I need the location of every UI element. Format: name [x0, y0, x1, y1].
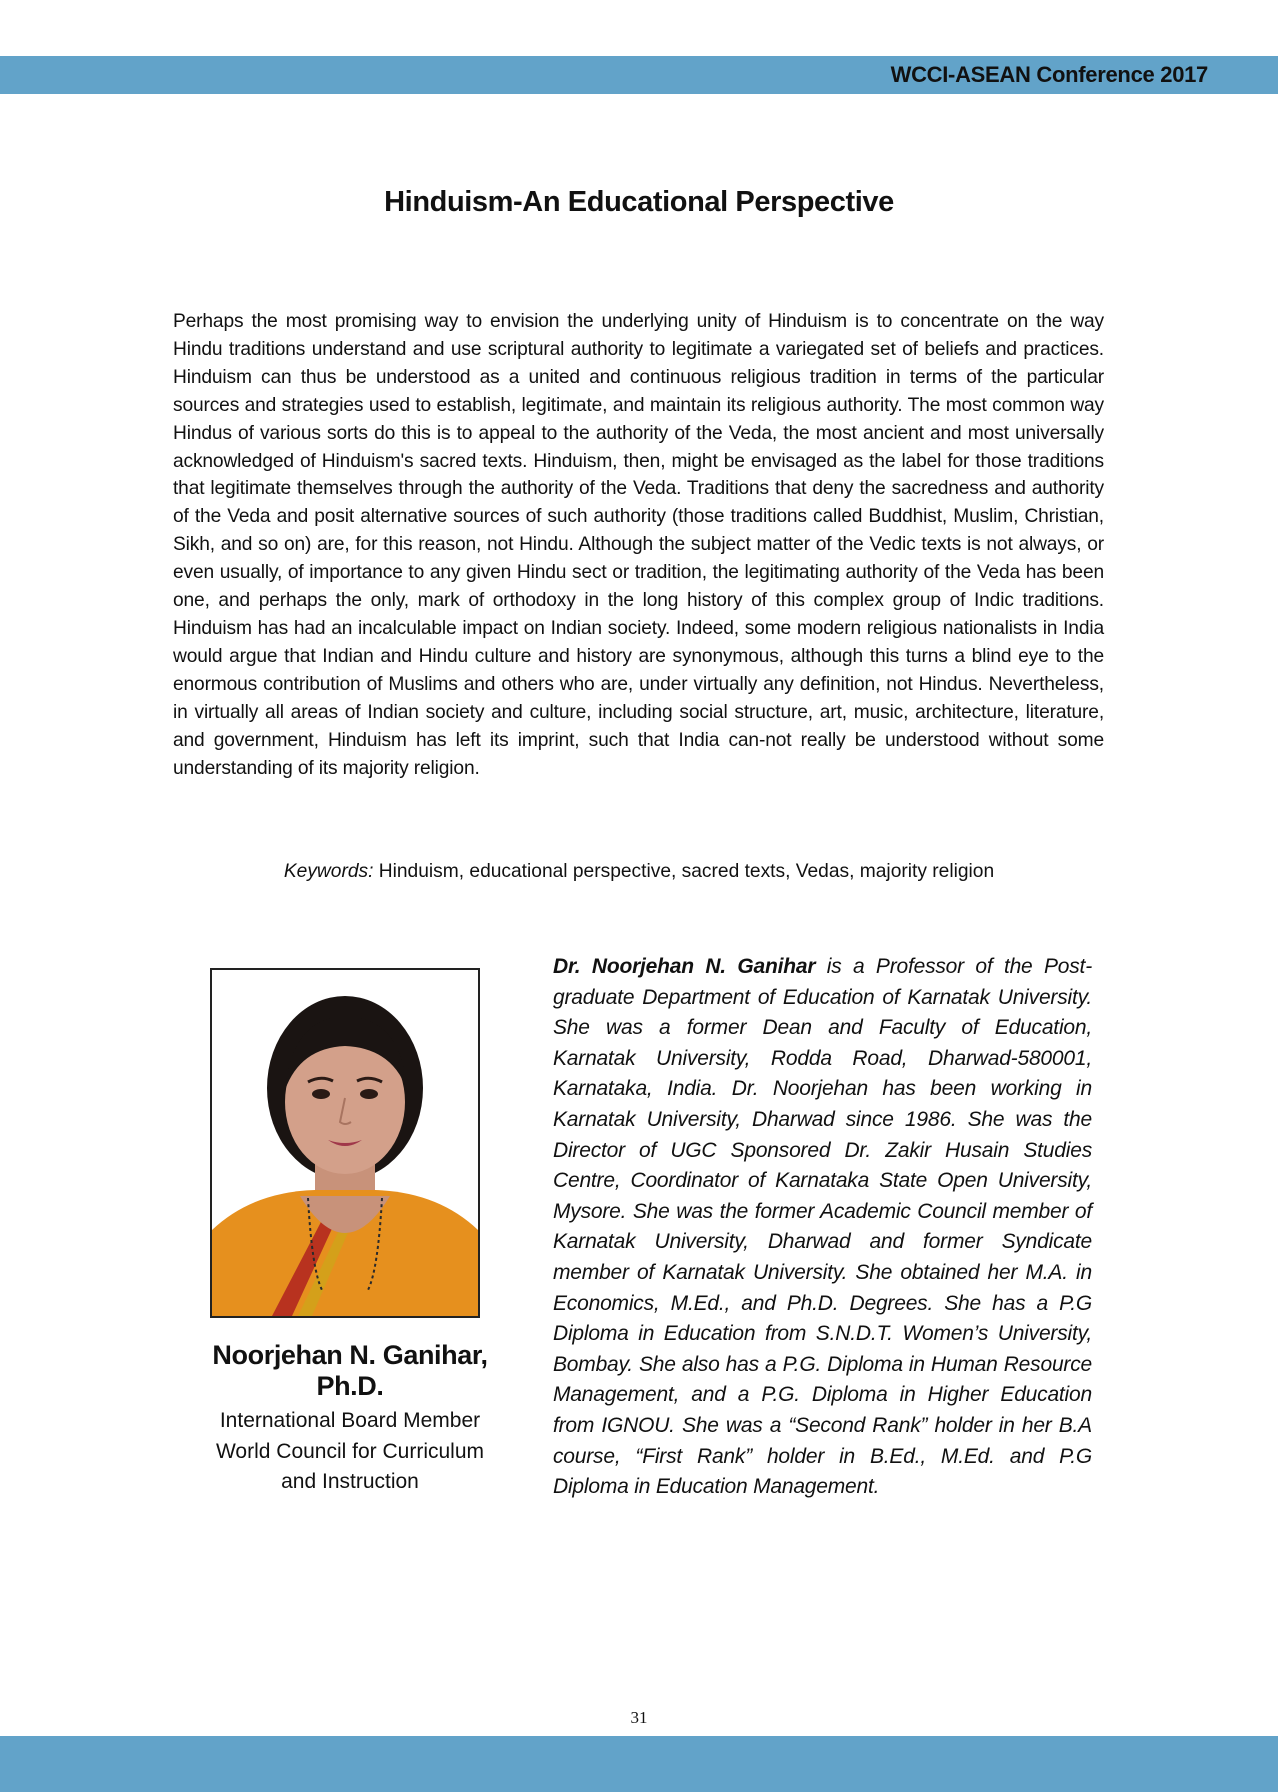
conference-name: WCCI-ASEAN Conference 2017 [890, 62, 1208, 87]
bio-name: Dr. Noorjehan N. Ganihar [553, 955, 816, 978]
author-bio [553, 952, 1092, 1503]
abstract: Perhaps the most promising way to envision the underlying unity of Hinduism is to concentrate on the way Hindu traditions understand and use scriptural authority to legitimate a variegated set of beliefs and practices. Hinduism can thus be understood as a united and continuous religious tradition in terms of the particular sources and strategies used to establish, legitimate, and maintain its religious authority. The most common way Hindus of various sorts do this is to appeal to the authority of the Veda, the most ancient and most universally acknowledged of Hinduism's sacred texts. Hinduism, then, might be envisaged as the label for those traditions that legitimate themselves through the authority of the Veda. Traditions that deny the sacredness and authority of the Veda and posit alternative sources of such authority (those traditions called Buddhist, Muslim, Christian, Sikh, and so on) are, for this reason, not Hindu. Although the subject matter of the Vedic texts is not always, or even usually, of importance to any given Hindu sect or tradition, the legitimating authority of the Veda has been one, and perhaps the only, mark of orthodoxy in the long history of this complex group of Indic traditions. Hinduism has had an incalculable impact on Indian society. Indeed, some modern religious nationalists in India would argue that Indian and Hindu culture and history are synonymous, although this turns a blind eye to the enormous contribution of Muslims and others who are, under virtually any definition, not Hindus. Nevertheless, in virtually all areas of Indian society and culture, including social structure, art, music, architecture, literature, and government, Hinduism has left its imprint, such that India can-not really be understood without some understanding of its majority religion. [173, 311, 1104, 779]
author-role-line2: World Council for Curriculum [215, 1439, 485, 1463]
page-number: 31 [630, 1708, 648, 1727]
footer-band [0, 1736, 1278, 1792]
header-band [0, 56, 1278, 94]
author-name-line1: Noorjehan N. Ganihar, [212, 1340, 488, 1370]
bio-text: is a Professor of the Post-graduate Department of Education of Karnatak University. She was a former Dean and Faculty of Education, Karnatak University, Rodda Road, Dharwad-580001, Karnataka, India. Dr. Noorjehan has been working in Karnatak University, Dharwad since 1986. She was the Director of UGC Sponsored Dr. Zakir Husain Studies Centre, Coordinator of Karnataka State Open University, Mysore. She was the former Academic Council member of Karnatak University, Dharwad and former Syndicate member of Karnatak University. She obtained her M.A. in Economics, M.Ed., and Ph.D. Degrees. She has a P.G Diploma in Education from S.N.D.T. Women’s University, Bombay. She also has a P.G. Diploma in Human Resource Management, and a P.G. Diploma in Higher Education from IGNOU. She was a “Second Rank” holder in her B.A course, “First Rank” holder in B.Ed., M.Ed. and P.G Diploma in Education Management. [553, 955, 1092, 1499]
keywords-line [0, 858, 1278, 885]
keywords-label: Keywords: [283, 861, 374, 882]
author-photo [210, 968, 480, 1318]
author-role-line1: International Board Member [219, 1409, 481, 1432]
paper-title: Hinduism-An Educational Perspective [384, 186, 894, 218]
author-affiliation [150, 1406, 550, 1498]
author-name-line2: Ph.D. [316, 1371, 384, 1401]
author-name [150, 1340, 550, 1402]
author-role-line3: and Instruction [281, 1470, 419, 1493]
keywords-list: Hinduism, educational perspective, sacred texts, Vedas, majority religion [373, 861, 995, 882]
portrait-illustration [212, 970, 478, 1316]
